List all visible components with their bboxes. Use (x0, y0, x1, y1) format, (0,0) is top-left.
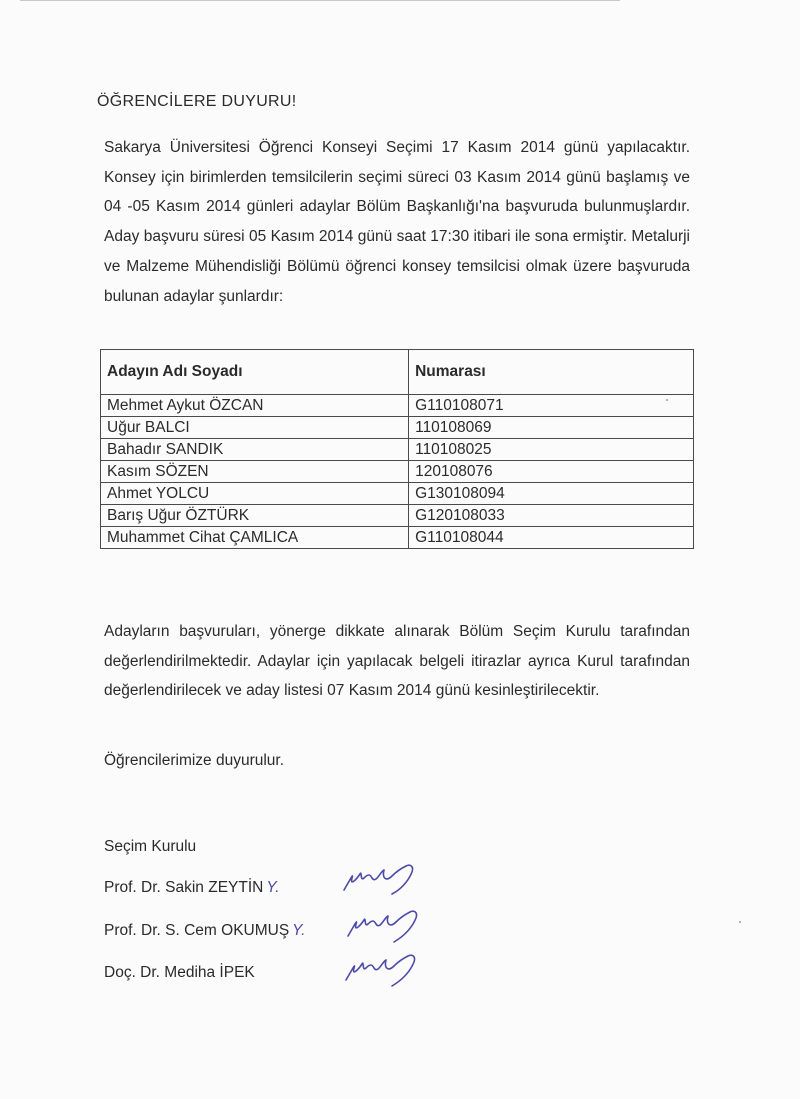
table-row (101, 439, 694, 461)
member-name: Prof. Dr. Sakin ZEYTİN (104, 879, 264, 896)
student-number: G120108033 (409, 505, 694, 527)
student-number: G110108071 (409, 395, 694, 417)
table-row (101, 395, 694, 417)
scan-speck (666, 399, 668, 401)
student-number: G110108044 (409, 527, 694, 549)
student-number: G130108094 (409, 483, 694, 505)
member-mark: Y. (266, 879, 280, 896)
candidate-name: Barış Uğur ÖZTÜRK (101, 505, 409, 527)
scan-edge-line (20, 0, 620, 1)
member-mark: Y. (292, 922, 306, 939)
committee-member (104, 879, 280, 897)
intro-paragraph: Sakarya Üniversitesi Öğrenci Konseyi Seçimi 17 Kasım 2014 günü yapılacaktır. Konsey için birimlerden temsilcilerin seçimi süreci 03 Kasım 2014 günü başlamış ve 04 -05 Kasım 2014 günleri adaylar Bölüm Başkanlığı'na başvuruda bulunmuşlardır. Aday başvuru süresi 05 Kasım 2014 günü saat 17:30 itibari ile sona ermiştir. Metalurji ve Malzeme Mühendisliği Bölümü öğrenci konsey temsilcisi olmak üzere başvuruda bulunan adaylar şunlardır: (104, 139, 690, 305)
evaluation-paragraph: Adayların başvuruları, yönerge dikkate alınarak Bölüm Seçim Kurulu tarafından değerlendirilmektedir. Adaylar için yapılacak belgeli itirazlar ayrıca Kurul tarafından değerlendirilecek ve aday listesi 07 Kasım 2014 günü kesinleştirilecektir. (104, 623, 690, 700)
header-candidate-name: Adayın Adı Soyadı (101, 350, 409, 395)
candidates-table (100, 349, 694, 549)
table-row (101, 505, 694, 527)
signature-3 (346, 955, 415, 986)
candidate-name: Uğur BALCI (101, 417, 409, 439)
table-row (101, 527, 694, 549)
candidate-name: Ahmet YOLCU (101, 483, 409, 505)
committee-member (104, 964, 255, 982)
student-number: 110108025 (409, 439, 694, 461)
student-number: 110108069 (409, 417, 694, 439)
table-row (101, 461, 694, 483)
candidate-name: Bahadır SANDIK (101, 439, 409, 461)
closing-line: Öğrencilerimize duyurulur. (104, 752, 285, 769)
candidate-name: Muhammet Cihat ÇAMLICA (101, 527, 409, 549)
table-row (101, 417, 694, 439)
committee-title: Seçim Kurulu (104, 838, 197, 855)
member-name: Doç. Dr. Mediha İPEK (104, 964, 255, 981)
table-row (101, 483, 694, 505)
signature-2 (348, 911, 417, 942)
header-student-number: Numarası (409, 350, 694, 395)
announcement-title: ÖĞRENCİLERE DUYURU! (97, 93, 297, 110)
committee-member (104, 922, 305, 940)
table-header-row (101, 350, 694, 395)
signature-1 (344, 865, 413, 894)
scan-speck (739, 921, 741, 923)
candidate-name: Kasım SÖZEN (101, 461, 409, 483)
member-name: Prof. Dr. S. Cem OKUMUŞ (104, 922, 290, 939)
candidate-name: Mehmet Aykut ÖZCAN (101, 395, 409, 417)
student-number: 120108076 (409, 461, 694, 483)
handwritten-signatures (330, 860, 480, 1000)
